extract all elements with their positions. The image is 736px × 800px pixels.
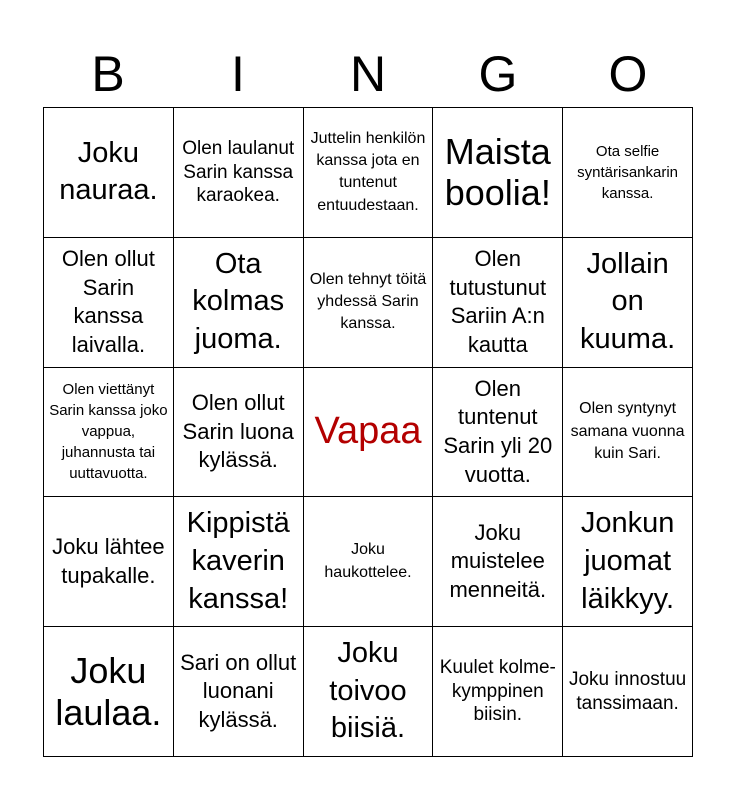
- bingo-cell-r4c2[interactable]: [174, 497, 304, 627]
- cell-text: Olen syntynyt samana vuonna kuin Sari.: [570, 400, 685, 463]
- free-space-label: Vapaa: [314, 410, 422, 453]
- cell-text: Jonkun juomat läikkyy.: [580, 507, 675, 615]
- bingo-cell-r1c2[interactable]: [174, 108, 304, 238]
- bingo-cell-r5c4[interactable]: [433, 627, 563, 757]
- cell-text: Olen tutustunut Sariin A:n kautta: [449, 246, 547, 357]
- cell-text: Olen tehnyt töitä yhdessä Sarin kanssa.: [309, 270, 427, 333]
- header-letter-i: I: [231, 46, 245, 102]
- cell-text: Sari on ollut luonani kylässä.: [180, 649, 297, 732]
- cell-text: Olen tuntenut Sarin yli 20 vuotta.: [443, 375, 553, 487]
- bingo-grid: [43, 107, 693, 757]
- cell-text: Joku toivoo biisiä.: [329, 637, 407, 745]
- bingo-cell-r2c5[interactable]: [563, 238, 693, 368]
- cell-text: Ota selfie syntärisankarin kanssa.: [577, 142, 679, 202]
- bingo-cell-r1c3[interactable]: [304, 108, 434, 238]
- bingo-cell-r2c4[interactable]: [433, 238, 563, 368]
- cell-text: Joku laulaa.: [55, 650, 162, 733]
- bingo-cell-r1c4[interactable]: [433, 108, 563, 238]
- bingo-cell-r3c4[interactable]: [433, 368, 563, 498]
- bingo-cell-r2c1[interactable]: [44, 238, 174, 368]
- bingo-cell-r5c1[interactable]: [44, 627, 174, 757]
- cell-text: Maista boolia!: [444, 131, 551, 214]
- cell-text: Joku nauraa.: [59, 136, 158, 207]
- cell-text: Ota kolmas juoma.: [192, 247, 285, 356]
- bingo-cell-r3c2[interactable]: [174, 368, 304, 498]
- bingo-cell-r4c5[interactable]: [563, 497, 693, 627]
- bingo-cell-free-space[interactable]: [304, 368, 434, 498]
- cell-text: Joku muistelee menneitä.: [449, 519, 547, 603]
- header-letter-g: G: [478, 46, 518, 102]
- bingo-cell-r1c5[interactable]: [563, 108, 693, 238]
- cell-text: Joku haukottelee.: [324, 541, 412, 581]
- bingo-cell-r4c1[interactable]: [44, 497, 174, 627]
- bingo-cell-r2c2[interactable]: [174, 238, 304, 368]
- bingo-cell-r5c5[interactable]: [563, 627, 693, 757]
- bingo-cell-r2c3[interactable]: [304, 238, 434, 368]
- bingo-cell-r1c1[interactable]: [44, 108, 174, 238]
- bingo-cell-r5c3[interactable]: [304, 627, 434, 757]
- cell-text: Olen laulanut Sarin kanssa karaokea.: [182, 137, 295, 207]
- cell-text: Kippistä kaverin kanssa!: [186, 507, 290, 615]
- bingo-cell-r4c4[interactable]: [433, 497, 563, 627]
- bingo-header: [43, 42, 693, 106]
- header-letter-b: B: [91, 46, 125, 102]
- bingo-cell-r4c3[interactable]: [304, 497, 434, 627]
- cell-text: Juttelin henkilön kanssa jota en tuntenut entuudestaan.: [310, 129, 426, 214]
- cell-text: Joku innostuu tanssimaan.: [568, 668, 687, 714]
- bingo-cell-r3c5[interactable]: [563, 368, 693, 498]
- header-letter-n: N: [349, 46, 387, 102]
- header-letter-o: O: [608, 46, 648, 102]
- bingo-cell-r3c1[interactable]: [44, 368, 174, 498]
- cell-text: Olen ollut Sarin luona kylässä.: [182, 390, 294, 473]
- cell-text: Joku lähtee tupakalle.: [52, 534, 165, 588]
- cell-text: Olen viettänyt Sarin kanssa joko vappua, juhannusta tai uuttavuotta.: [49, 381, 168, 483]
- cell-text: Jollain on kuuma.: [580, 247, 676, 356]
- cell-text: Olen ollut Sarin kanssa laivalla.: [61, 246, 155, 357]
- cell-text: Kuulet kolme-kymppinen biisin.: [439, 656, 556, 726]
- bingo-cell-r5c2[interactable]: [174, 627, 304, 757]
